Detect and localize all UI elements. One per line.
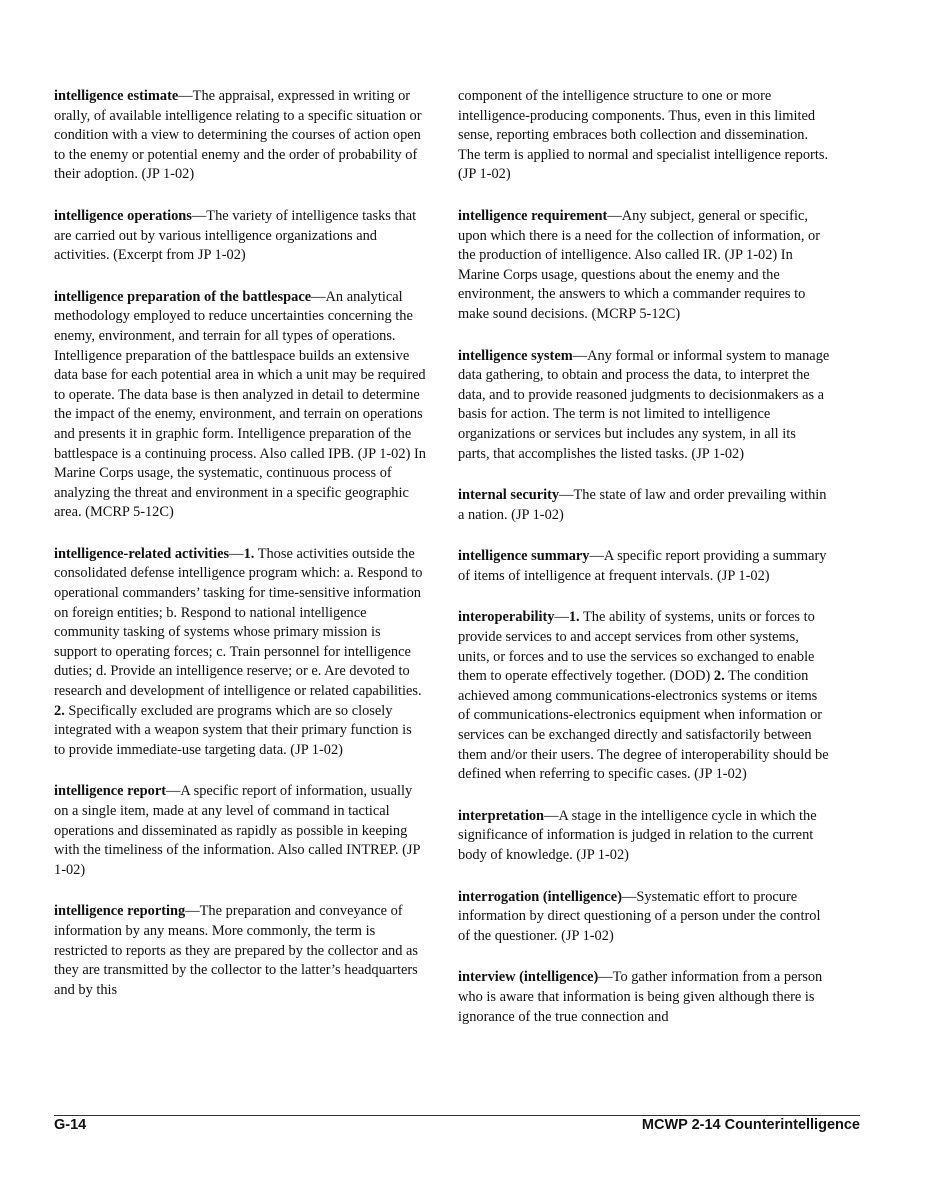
glossary-entry [458, 608, 830, 784]
glossary-entry [54, 87, 426, 185]
glossary-term: interpretation [458, 807, 545, 824]
glossary-definition: —Systematic effort to procure information by direct questioning of a person under the control of the questioner. (JP 1-02) [458, 888, 821, 944]
glossary-definition: —The state of law and order prevailing within a nation. (JP 1-02) [458, 487, 827, 523]
glossary-definition: The condition achieved among communications-electronics systems or items of communications-electronics equipment when information or services can be exchanged directly and satisfactorily between them and/or their users. The degree of interoperability should be defined when referring to specific cases. (JP 1-02) [458, 668, 829, 783]
right-column [458, 87, 830, 1049]
glossary-term: intelligence operations [54, 207, 192, 224]
glossary-term: intelligence reporting [54, 903, 186, 920]
left-column [54, 87, 426, 1022]
glossary-definition: — [554, 609, 569, 626]
glossary-entry [458, 547, 830, 586]
glossary-definition: —A stage in the intelligence cycle in which the significance of information is judged in relation to the current body of knowledge. (JP 1-02) [458, 807, 817, 863]
glossary-term: intelligence requirement [458, 207, 608, 224]
glossary-entry [54, 782, 426, 880]
glossary-entry [54, 902, 426, 1000]
glossary-term: 1. [568, 609, 580, 626]
glossary-term: 2. [54, 702, 65, 719]
glossary-entry [458, 807, 830, 866]
glossary-definition: —The variety of intelligence tasks that are carried out by various intelligence organizations and activities. (Excerpt from JP 1-02) [54, 207, 417, 264]
glossary-entry [458, 888, 830, 947]
glossary-definition: component of the intelligence structure to one or more intelligence-producing components. Thus, even in this limited sense, reporting embraces both collection and dissemination. The term is applied to normal and specialist intelligence reports. (JP 1-02) [458, 88, 829, 183]
glossary-term: interoperability [458, 609, 555, 626]
glossary-term: 2. [713, 668, 725, 685]
glossary-term: intelligence preparation of the battlespace [54, 288, 312, 305]
publication-title: MCWP 2-14 Counterintelligence [641, 1117, 860, 1133]
glossary-definition: —A specific report of information, usually on a single item, made at any level of command in tactical operations and disseminated as rapidly as possible in keeping with the timeliness of the information. Also called INTREP. (JP 1-02) [54, 783, 420, 878]
glossary-term: interrogation (intelligence) [458, 888, 622, 905]
glossary-entry [54, 288, 426, 523]
glossary-definition: —Any formal or informal system to manage data gathering, to obtain and process the data, to interpret the data, and to provide reasoned judgments to decisionmakers as a basis for action. The term is not limited to intelligence organizations or services but includes any system, in all its parts, that accomplishes the listed tasks. (JP 1-02) [458, 347, 830, 462]
glossary-definition: —The preparation and conveyance of information by any means. More commonly, the term is restricted to reports as they are prepared by the collector and as they are transmitted by the collector to the latter’s headquarters and by this [54, 903, 419, 998]
glossary-entry [458, 486, 830, 525]
glossary-entry [458, 968, 830, 1027]
page-number: G-14 [54, 1117, 87, 1133]
glossary-definition: —An analytical methodology employed to reduce uncertainties concerning the enemy, environment, and terrain for all types of operations. Intelligence preparation of the battlespace builds an extensive data base for each potential area in which a unit may be required to operate. The data base is then analyzed in detail to determine the impact of the enemy, environment, and terrain on operations and presents it in graphic form. Intelligence preparation of the battlespace is a continuing process. Also called IPB. (JP 1-02) In Marine Corps usage, the systematic, continuous process of analyzing the threat and environment in a specific geographic area. (MCRP 5-12C) [54, 288, 426, 521]
glossary-definition: Specifically excluded are programs which are so closely integrated with a weapon system that their primary function is to provide immediate-use targeting data. (JP 1-02) [54, 702, 412, 758]
glossary-definition: Those activities outside the consolidated defense intelligence program which: a. Respond to operational commanders’ tasking for time-sensitive information on foreign entities; b. Respond to national intelligence community tasking of systems whose primary mission is support to operating forces; c. Train personnel for intelligence duties; d. Provide an intelligence reserve; or e. Are devoted to research and development of intelligence or related capabilities. [54, 545, 423, 700]
glossary-definition: —The appraisal, expressed in writing or orally, of available intelligence relating to a specific situation or condition with a view to determining the courses of action open to the enemy or potential enemy and the order of probability of their adoption. (JP 1-02) [54, 88, 422, 183]
glossary-term: 1. [243, 545, 255, 562]
glossary-term: intelligence-related activities [54, 545, 230, 562]
glossary-entry [54, 545, 426, 761]
glossary-definition: — [229, 545, 244, 562]
glossary-term: intelligence report [54, 783, 167, 800]
glossary-term: intelligence system [458, 347, 573, 364]
glossary-entry [458, 207, 830, 325]
glossary-term: internal security [458, 487, 560, 504]
glossary-term: interview (intelligence) [458, 969, 599, 986]
glossary-term: intelligence estimate [54, 88, 179, 104]
glossary-entry [458, 87, 830, 185]
glossary-definition: —A specific report providing a summary of items of intelligence at frequent intervals. (JP 1-02) [458, 548, 827, 584]
glossary-definition: —To gather information from a person who is aware that information is being given although there is ignorance of the true connection and [458, 969, 823, 1025]
footer-rule [54, 1115, 860, 1116]
glossary-entry [54, 207, 426, 266]
glossary-term: intelligence summary [458, 548, 590, 565]
glossary-definition: The ability of systems, units or forces to provide services to and accept services from other systems, units, or forces and to use the services so exchanged to enable them to operate effectively together. (DOD) [458, 609, 815, 685]
glossary-entry [458, 347, 830, 465]
glossary-definition: —Any subject, general or specific, upon which there is a need for the collection of information, or the production of intelligence. Also called IR. (JP 1-02) In Marine Corps usage, questions about the enemy and the environment, the answers to which a commander requires to make sound decisions. (MCRP 5-12C) [458, 207, 821, 322]
